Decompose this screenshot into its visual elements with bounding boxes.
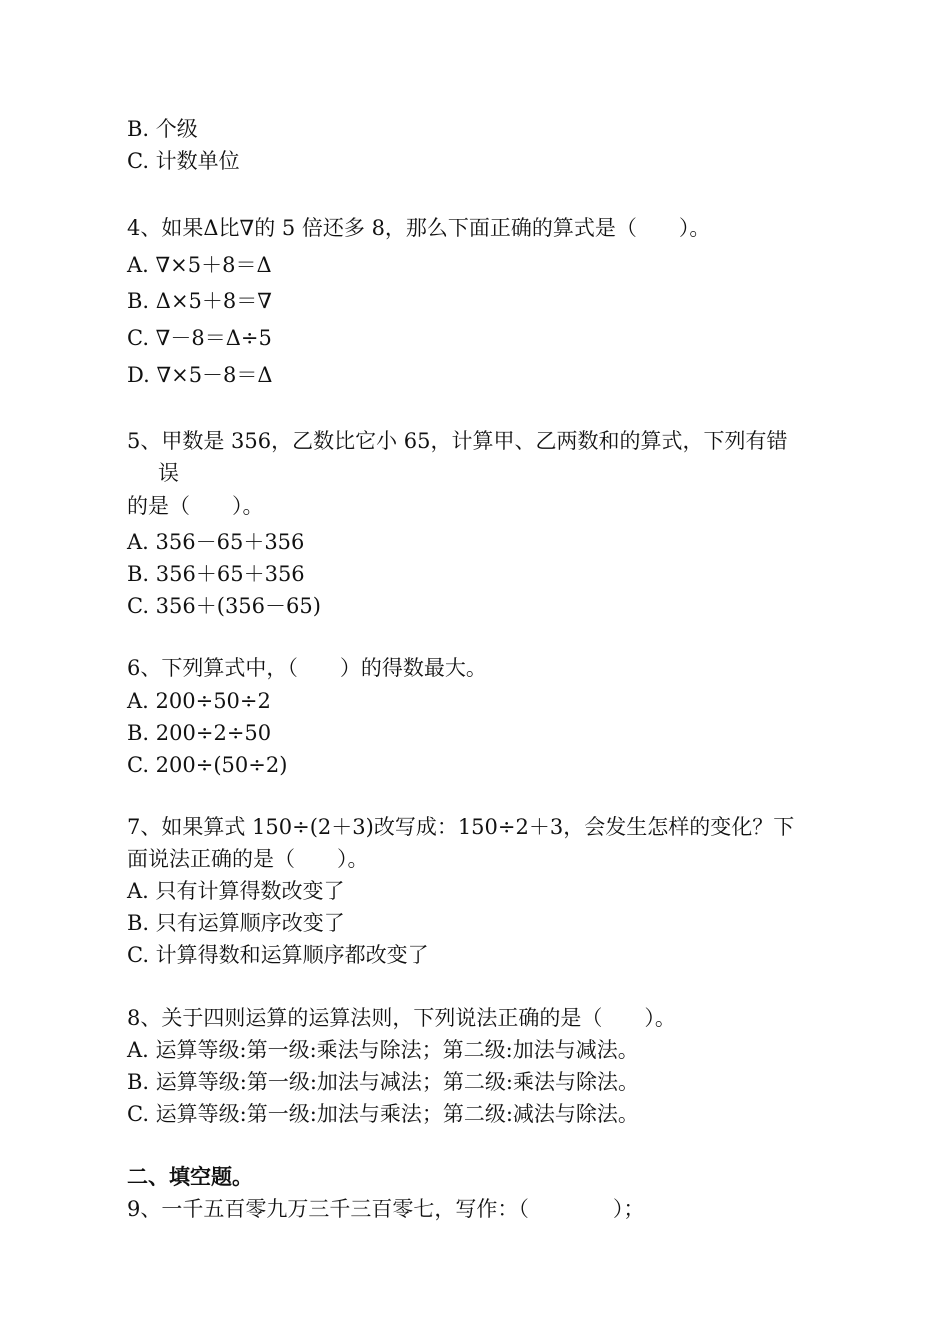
question-5-stem-line3: 的是（ ）。 <box>127 494 264 518</box>
question-7-option-c: C. 计算得数和运算顺序都改变了 <box>127 943 429 967</box>
question-4-option-b: B. Δ×5＋8＝∇ <box>127 289 272 313</box>
question-7-stem-line2: 面说法正确的是（ ）。 <box>127 847 369 871</box>
question-6-option-b: B. 200÷2÷50 <box>127 721 272 745</box>
option-b-prev: B. 个级 <box>127 117 198 141</box>
question-8-option-b: B. 运算等级:第一级:加法与减法；第二级:乘法与除法。 <box>127 1070 640 1094</box>
question-6-option-a: A. 200÷50÷2 <box>127 689 271 713</box>
question-5-option-b: B. 356＋65＋356 <box>127 562 305 586</box>
question-7-option-b: B. 只有运算顺序改变了 <box>127 911 345 935</box>
question-7-stem-line1: 7、如果算式 150÷(2＋3)改写成：150÷2＋3，会发生怎样的变化？下 <box>127 815 795 839</box>
question-5-stem-line2: 误 <box>158 461 179 485</box>
question-5-stem-line1: 5、甲数是 356，乙数比它小 65，计算甲、乙两数和的算式，下列有错 <box>127 429 788 453</box>
question-8-option-c: C. 运算等级:第一级:加法与乘法；第二级:减法与除法。 <box>127 1102 639 1126</box>
question-5-option-a: A. 356－65＋356 <box>127 530 305 554</box>
question-6-stem: 6、下列算式中，（ ）的得数最大。 <box>127 656 487 680</box>
question-6-option-c: C. 200÷(50÷2) <box>127 753 288 777</box>
question-7-option-a: A. 只有计算得数改变了 <box>127 879 345 903</box>
question-8-stem: 8、关于四则运算的运算法则，下列说法正确的是（ ）。 <box>127 1006 676 1030</box>
section-2-heading: 二、填空题。 <box>127 1164 253 1189</box>
question-8-option-a: A. 运算等级:第一级:乘法与除法；第二级:加法与减法。 <box>127 1038 639 1062</box>
option-c-prev: C. 计数单位 <box>127 149 240 173</box>
question-4-option-c: C. ∇－8＝Δ÷5 <box>127 326 272 350</box>
question-5-option-c: C. 356＋(356－65) <box>127 594 321 618</box>
question-4-option-d: D. ∇×5－8＝Δ <box>127 363 273 387</box>
question-4-stem: 4、如果Δ比∇的 5 倍还多 8，那么下面正确的算式是（ ）。 <box>127 216 711 240</box>
question-4-option-a: A. ∇×5＋8＝Δ <box>127 253 272 277</box>
question-9-stem: 9、一千五百零九万三千三百零七，写作：（ ）； <box>127 1197 645 1221</box>
